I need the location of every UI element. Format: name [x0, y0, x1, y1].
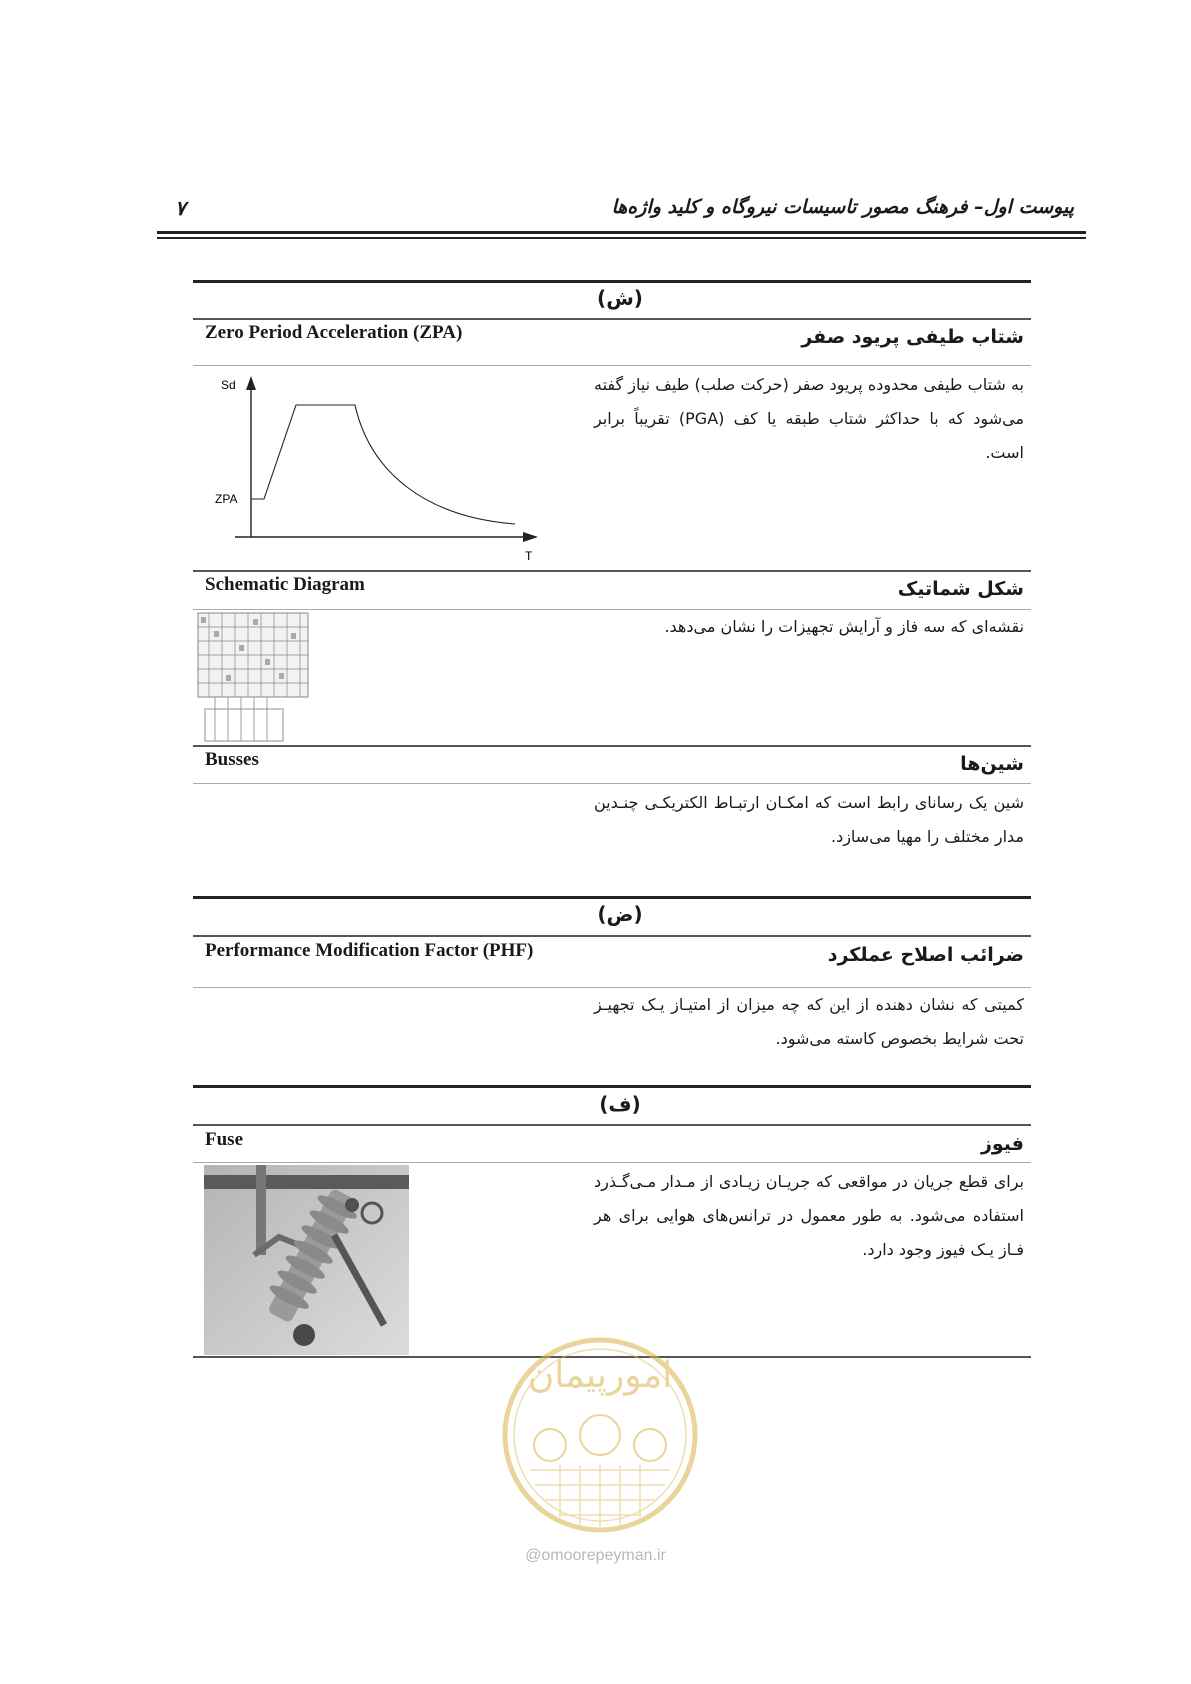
fuse-photo [204, 1165, 409, 1355]
header-rule [157, 231, 1086, 234]
row-divider [193, 783, 1031, 784]
entry-rule [193, 570, 1031, 572]
schematic-diagram-thumbnail [197, 612, 309, 744]
section-rule [193, 280, 1031, 283]
section-rule [193, 896, 1031, 899]
term-persian: شتاب طیفی پریود صفر [801, 326, 1024, 348]
watermark-seal-text: امورپیمان [527, 1355, 673, 1396]
page-number: ۷ [175, 196, 186, 220]
section-rule [193, 1124, 1031, 1126]
zpa-spectrum-figure [205, 372, 550, 567]
y-axis-label: Sd [221, 378, 236, 392]
term-definition: برای قطع جریان در مواقعی که جریـان زیـادی از مـدار مـی‌گـذرد استفاده می‌شود. به طور معمول در ترانس‌های هوایی برای هر فـاز یـک فیوز وجود دارد. [594, 1172, 1024, 1259]
x-axis-label: T [525, 549, 533, 563]
term-english: Zero Period Acceleration (ZPA) [205, 322, 463, 343]
section-letter: (ش) [597, 286, 643, 310]
term-english: Busses [205, 749, 259, 770]
watermark-url-text: omoorepeyman.ir [541, 1547, 666, 1564]
entry-rule [193, 745, 1031, 747]
term-persian: فیوز [980, 1133, 1024, 1155]
zpa-label: ZPA [215, 492, 238, 506]
term-persian: ضرائب اصلاح عملکرد [827, 944, 1024, 966]
section-rule [193, 935, 1031, 937]
section-letter: (ف) [599, 1092, 641, 1116]
term-definition: به شتاب طیفی محدوده پریود صفر (حرکت صلب) طیف نیاز گفته می‌شود که با حداکثر شتاب طبقه یا کف (PGA) تقریباً برابر است. [594, 375, 1025, 462]
row-divider [193, 365, 1031, 366]
term-english: Schematic Diagram [205, 574, 365, 595]
term-definition: شین یک رسانای رابط است که امکـان ارتبـاط الکتریکـی چنـدین مدار مختلف را مهیا می‌سازد. [594, 793, 1024, 846]
header-rule-thin [157, 237, 1086, 239]
section-rule [193, 1085, 1031, 1088]
term-definition: نقشه‌ای که سه فاز و آرایش تجهیزات را نشان می‌دهد. [664, 617, 1024, 636]
watermark-seal [490, 1335, 710, 1535]
term-english: Fuse [205, 1129, 243, 1150]
section-letter: (ض) [597, 902, 643, 926]
term-english: Performance Modification Factor (PHF) [205, 940, 534, 961]
term-persian: شین‌ها [960, 753, 1024, 775]
watermark-url [0, 1547, 1191, 1565]
section-rule [193, 318, 1031, 320]
row-divider [193, 1162, 1031, 1163]
term-persian: شکل شماتیک [897, 578, 1024, 600]
term-definition: کمیتی که نشان دهنده از این که چه میزان از امتیـاز یـک تجهیـز تحت شرایط بخصوص کاسته می‌شود. [594, 995, 1024, 1048]
at-icon: @ [525, 1547, 542, 1564]
running-header-title: پیوست اول– فرهنگ مصور تاسیسات نیروگاه و کلید واژه‌ها [611, 196, 1074, 218]
